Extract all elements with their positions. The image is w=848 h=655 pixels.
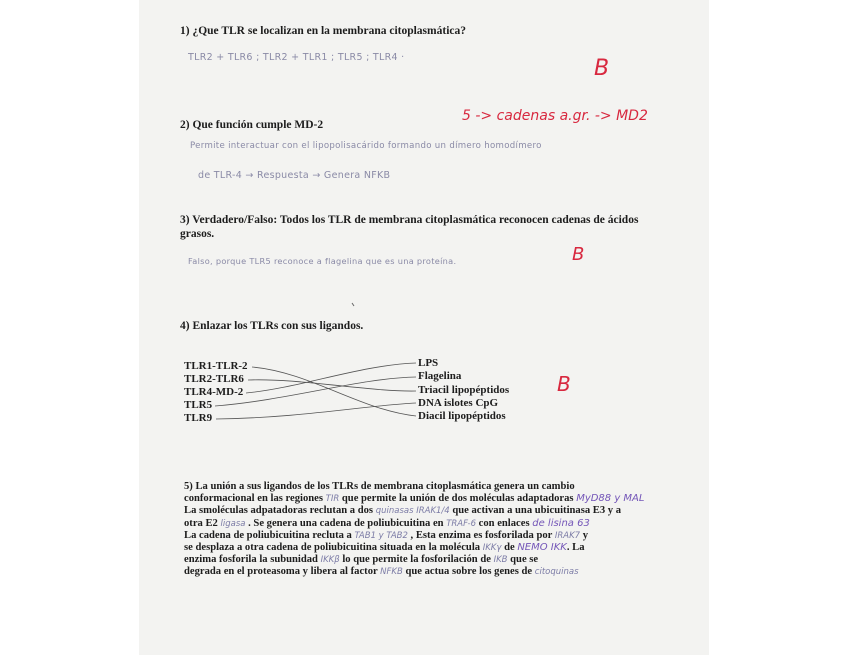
q5-text-2b: que permite la unión de dos moléculas adaptadoras [341,493,574,505]
q5-text-1: 5) La unión a sus ligandos de los TLRs de membrana citoplasmática genera un cambio [184,481,575,492]
blank-tab: TAB1 y TAB2 [354,530,408,541]
blank-tir: TIR [325,494,340,505]
blank-lisina: de lisina 63 [532,517,590,529]
ligand-lps: LPS [418,357,439,369]
blank-ikkb: IKKβ [320,555,340,566]
ligand-dna-cpg: DNA islotes CpG [418,397,499,409]
receptor-tlr1-tlr2: TLR1-TLR-2 [184,360,248,372]
q5-text-5a: La cadena de poliubicuitina recluta a [184,529,352,541]
q5-text-4a: otra E2 [184,517,218,529]
link-tlr9-dna [216,403,416,419]
question-1: 1) ¿Que TLR se localizan en la membrana citoplasmática? [180,25,466,37]
q5-text-2a: conformacional en las regiones [184,493,323,505]
note-2: 5 -> cadenas a.gr. -> MD2 [462,108,648,124]
blank-citoquinas: citoquinas [534,567,579,578]
ligand-diacil: Diacil lipopéptidos [418,410,506,422]
pen-mark [352,303,354,306]
blank-ikk: IKKγ [482,543,502,554]
q5-text-4b: . Se genera una cadena de poliubicuitina en [248,517,444,529]
receptor-tlr9: TLR9 [184,412,213,424]
q5-text-4c: con enlaces [478,517,530,529]
grade-1: B [594,56,610,81]
q5-text-3b: que activan a una ubicuitinasa E3 y a [452,505,622,517]
ligand-triacil: Triacil lipopéptidos [418,384,510,396]
blank-ikb: IKB [493,555,508,566]
blank-quinasas: quinasas IRAK1/4 [375,506,450,517]
ligand-flagelina: Flagelina [418,370,462,382]
answer-1: TLR2 + TLR6 ; TLR2 + TLR1 ; TLR5 ; TLR4 · [188,52,405,63]
link-tlr4-lps [246,363,416,393]
answer-2-line1: Permite interactuar con el lipopolisacárido formando un dímero homodímero [190,141,542,151]
blank-myd88: MyD88 y MAL [576,493,645,505]
link-tlr5-flagelina [215,377,416,406]
blank-nfkb: NFKB [380,567,403,578]
q5-text-3a: La smoléculas adpatadoras reclutan a dos [184,505,374,517]
q5-text-5b: , Esta enzima es fosforilada por [410,529,553,541]
question-3-line2: grasos. [180,228,215,240]
blank-nemo: NEMO IKK [517,542,567,554]
q5-text-6c: . La [566,542,585,554]
grade-4: B [557,372,571,396]
q5-text-8b: que actua sobre los genes de [405,566,533,578]
blank-ligasa: ligasa [220,518,246,529]
question-5 [184,481,704,579]
link-tlr1-diacil [252,367,416,416]
receptor-tlr5: TLR5 [184,399,213,411]
answer-3: Falso, porque TLR5 reconoce a flagelina que es una proteína. [188,256,457,266]
q5-text-5c: y [582,529,589,541]
q5-text-7a: enzima fosforila la subunidad [184,554,318,566]
answer-2-line2: de TLR-4 → Respuesta → Genera NFKB [198,170,391,181]
question-3-line1: 3) Verdadero/Falso: Todos los TLR de membrana citoplasmática reconocen cadenas de ácidos [180,214,639,226]
q5-text-7c: que se [510,554,539,566]
question-2: 2) Que función cumple MD-2 [180,119,324,131]
receptor-tlr2-tlr6: TLR2-TLR6 [184,373,244,385]
blank-irak: IRAK7 [554,530,581,541]
q5-text-6a: se desplaza a otra cadena de poliubicuitina situada en la molécula [184,542,481,554]
question-4: 4) Enlazar los TLRs con sus ligandos. [180,320,364,332]
blank-traf6: TRAF-6 [446,518,477,529]
receptor-tlr4-md2: TLR4-MD-2 [184,386,244,398]
q5-text-7b: lo que permite la fosforilación de [342,554,491,566]
q5-text-8a: degrada en el proteasoma y libera al factor [184,566,378,578]
grade-3: B [572,244,585,265]
q5-text-6b: de [504,542,515,554]
